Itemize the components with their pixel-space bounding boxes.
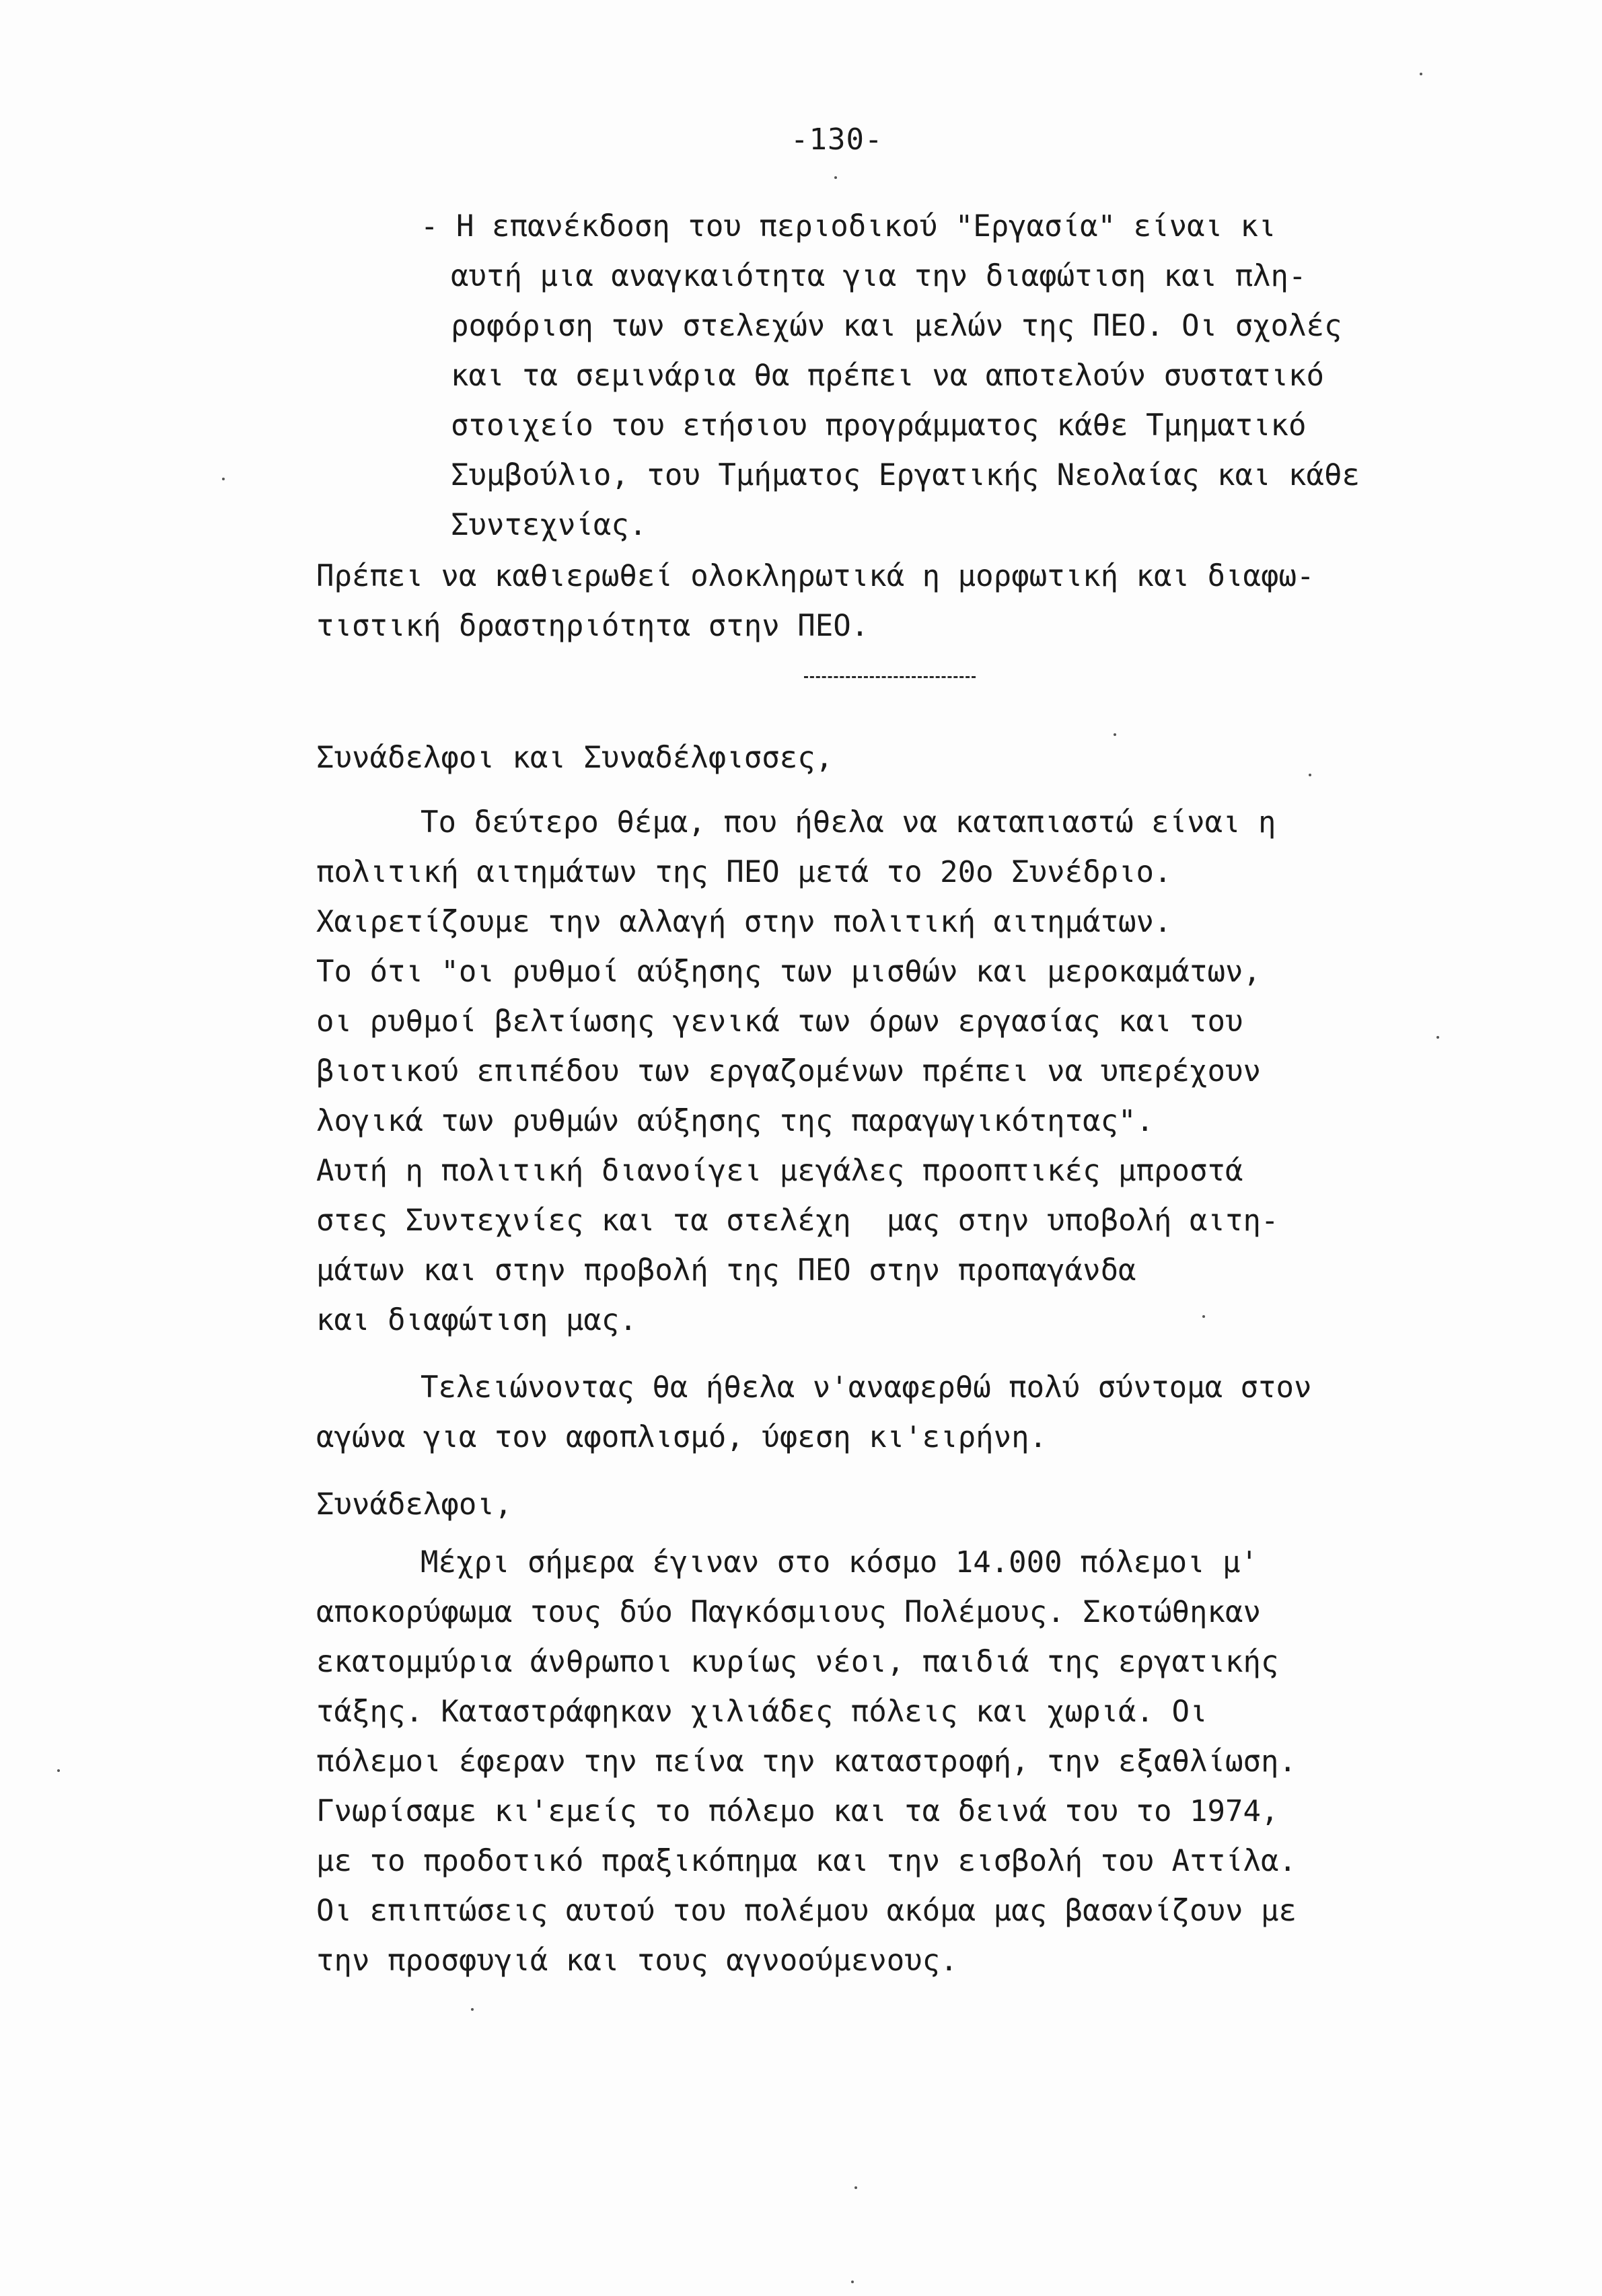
text-line: οι ρυθμοί βελτίωσης γενικά των όρων εργασίας και του bbox=[316, 1004, 1243, 1039]
scan-speck bbox=[834, 176, 837, 179]
text-line: και τα σεμινάρια θα πρέπει να αποτελούν συστατικό bbox=[451, 359, 1325, 393]
text-line: βιοτικού επιπέδου των εργαζομένων πρέπει να υπερέχουν bbox=[316, 1054, 1261, 1088]
text-line: Οι επιπτώσεις αυτού του πολέμου ακόμα μας βασανίζουν με bbox=[316, 1894, 1297, 1928]
text-line: πόλεμοι έφεραν την πείνα την καταστροφή, την εξαθλίωση. bbox=[316, 1744, 1297, 1779]
text-line: στοιχείο του ετήσιου προγράμματος κάθε Τμηματικό bbox=[451, 408, 1307, 443]
text-line: λογικά των ρυθμών αύξησης της παραγωγικότητας". bbox=[316, 1104, 1155, 1138]
scan-speck bbox=[854, 2186, 857, 2189]
page-number: -130- bbox=[791, 122, 883, 157]
text-line: Το ότι "οι ρυθμοί αύξησης των μισθών και μεροκαμάτων, bbox=[316, 955, 1261, 989]
text-line: εκατομμύρια άνθρωποι κυρίως νέοι, παιδιά της εργατικής bbox=[316, 1645, 1279, 1679]
text-line: με το προδοτικό πραξικόπημα και την εισβολή του Αττίλα. bbox=[316, 1844, 1297, 1878]
text-line: αγώνα για τον αφοπλισμό, ύφεση κι'ειρήνη. bbox=[316, 1420, 1048, 1454]
text-line: - Η επανέκδοση του περιοδικού "Εργασία" είναι κι bbox=[421, 209, 1276, 244]
text-line: Το δεύτερο θέμα, που ήθελα να καταπιαστώ είναι η bbox=[421, 805, 1276, 840]
scan-speck bbox=[1436, 1036, 1439, 1039]
scan-speck bbox=[1420, 73, 1422, 75]
text-line: Μέχρι σήμερα έγιναν στο κόσμο 14.000 πόλεμοι μ' bbox=[421, 1545, 1259, 1580]
text-line: Τελειώνοντας θα ήθελα ν'αναφερθώ πολύ σύντομα στον bbox=[421, 1370, 1312, 1405]
text-line: την προσφυγιά και τους αγνοούμενους. bbox=[316, 1943, 958, 1978]
text-line: τάξης. Καταστράφηκαν χιλιάδες πόλεις και χωριά. Οι bbox=[316, 1695, 1208, 1729]
text-line: Γνωρίσαμε κι'εμείς το πόλεμο και τα δεινά του το 1974, bbox=[316, 1794, 1279, 1828]
text-line: μάτων και στην προβολή της ΠΕΟ στην προπαγάνδα bbox=[316, 1253, 1136, 1288]
scan-speck bbox=[851, 2281, 854, 2283]
section-separator bbox=[804, 676, 976, 678]
text-line: στες Συντεχνίες και τα στελέχη μας στην υποβολή αιτη- bbox=[316, 1203, 1279, 1238]
text-line: Αυτή η πολιτική διανοίγει μεγάλες προοπτικές μπροστά bbox=[316, 1154, 1243, 1188]
scan-speck bbox=[1309, 774, 1311, 776]
text-line: Συντεχνίας. bbox=[451, 508, 647, 542]
scan-speck bbox=[471, 2008, 474, 2011]
text-line: και διαφώτιση μας. bbox=[316, 1303, 637, 1337]
scan-speck bbox=[222, 478, 225, 480]
scan-speck bbox=[1202, 1315, 1205, 1318]
text-line: πολιτική αιτημάτων της ΠΕΟ μετά το 20ο Συνέδριο. bbox=[316, 855, 1172, 889]
text-line: ροφόριση των στελεχών και μελών της ΠΕΟ. Οι σχολές bbox=[451, 309, 1342, 343]
text-line: Συμβούλιο, του Τμήματος Εργατικής Νεολαίας και κάθε bbox=[451, 458, 1360, 492]
text-line: Χαιρετίζουμε την αλλαγή στην πολιτική αιτημάτων. bbox=[316, 905, 1172, 939]
text-line: αυτή μια αναγκαιότητα για την διαφώτιση και πλη- bbox=[451, 259, 1307, 293]
scan-speck bbox=[57, 1769, 60, 1772]
text-line: αποκορύφωμα τους δύο Παγκόσμιους Πολέμους. Σκοτώθηκαν bbox=[316, 1595, 1261, 1629]
salutation: Συνάδελφοι και Συναδέλφισσες, bbox=[316, 741, 834, 775]
text-line: τιστική δραστηριότητα στην ΠΕΟ. bbox=[316, 609, 869, 643]
text-line: Πρέπει να καθιερωθεί ολοκληρωτικά η μορφωτική και διαφω- bbox=[316, 559, 1315, 593]
scan-speck bbox=[1114, 733, 1116, 736]
salutation: Συνάδελφοι, bbox=[316, 1487, 513, 1522]
